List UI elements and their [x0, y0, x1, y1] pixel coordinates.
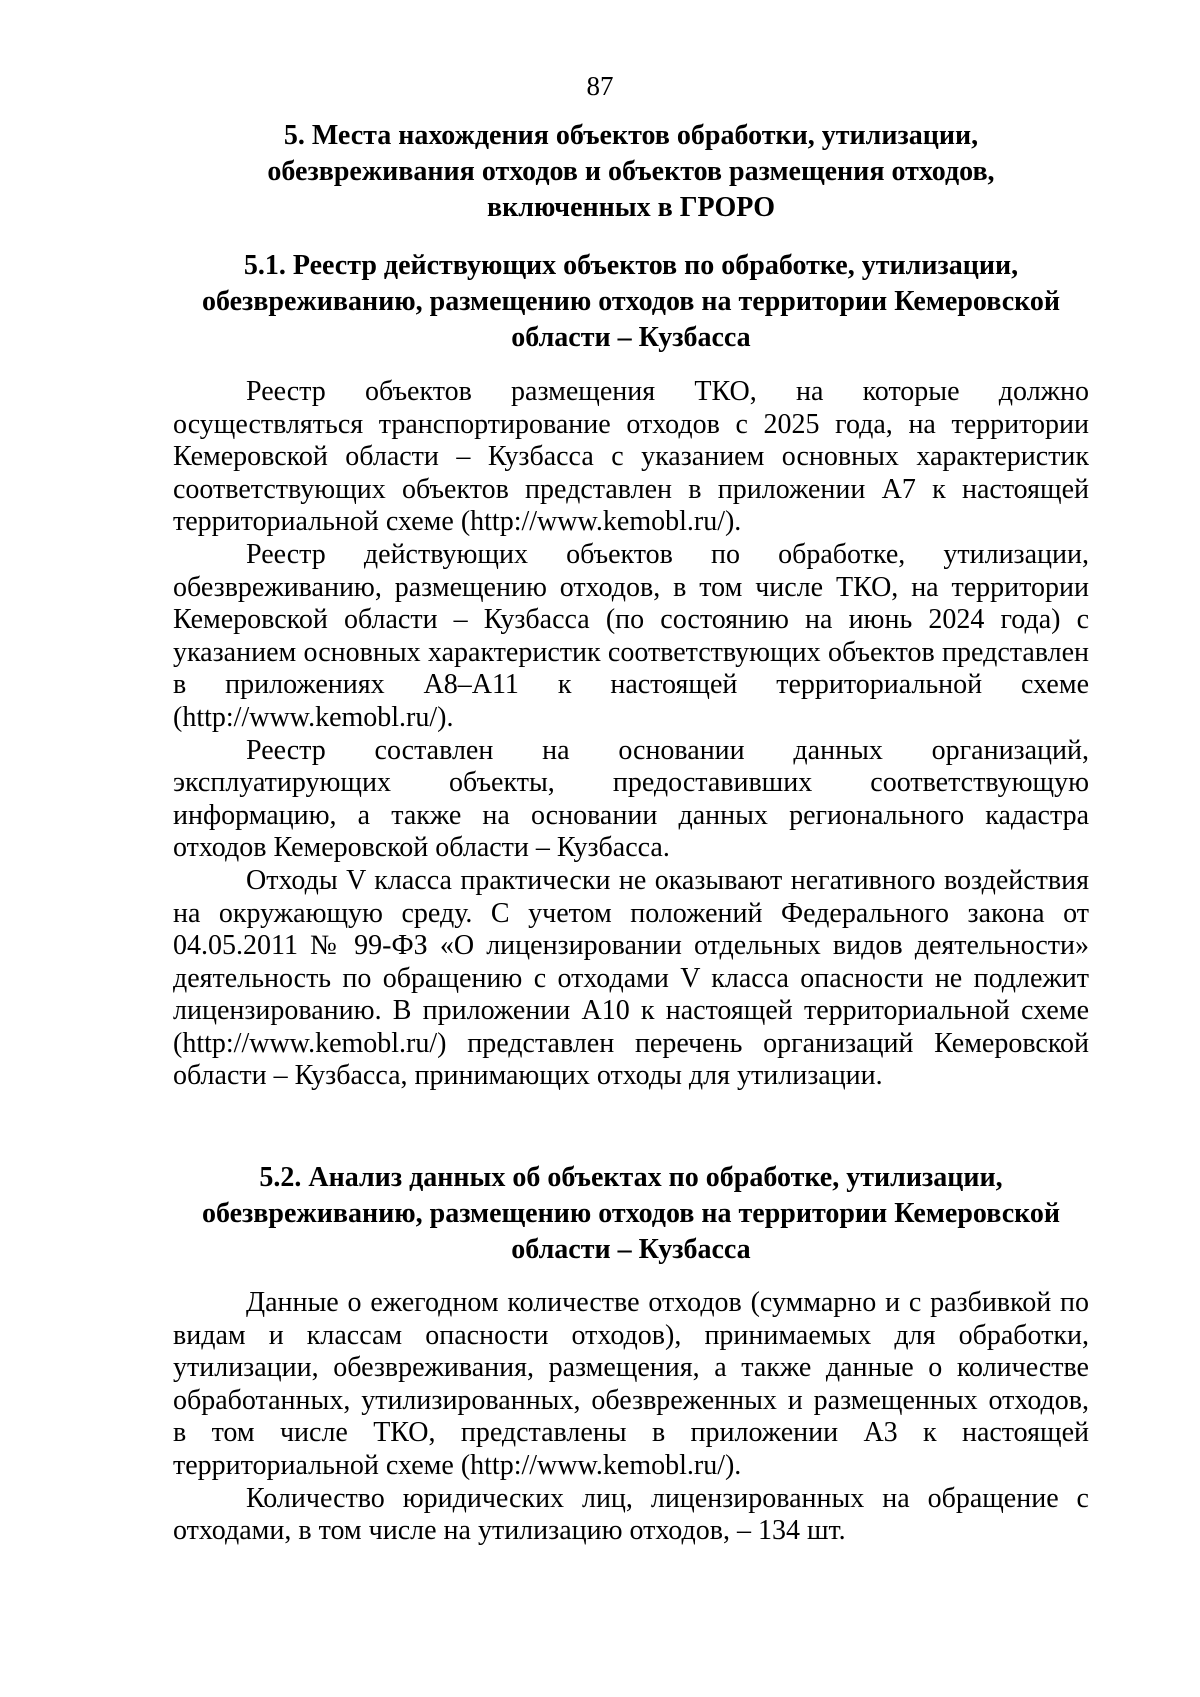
heading-line: обезвреживанию, размещению отходов на территории Кемеровской [201, 286, 1061, 317]
paragraph-annual-waste-data: Данные о ежегодном количестве отходов (суммарно и с разбивкой по видам и классам опасности отходов), принимаемых для обработки, утилизации, обезвреживания, размещения, а также данные о количестве обработанных, утилизированных, обезвреженных и размещенных отходов, в том числе ТКО, представлены в приложении А3 к настоящей территориальной схеме (http://www.kemobl.ru/). [173, 1287, 1089, 1481]
heading-line: области – Кузбасса [511, 1234, 751, 1265]
section-5-1-body [173, 376, 1089, 1093]
heading-line: обезвреживанию, размещению отходов на территории Кемеровской [201, 1198, 1061, 1229]
paragraph-registry-active: Реестр действующих объектов по обработке, утилизации, обезвреживанию, размещению отходов, в том числе ТКО, на территории Кемеровской области – Кузбасса (по состоянию на июнь 2024 года) с указанием основных характеристик соответствующих объектов представлен в приложениях А8–А11 к настоящей территориальной схеме (http://www.kemobl.ru/). [173, 538, 1089, 733]
paragraph-registry-tko: Реестр объектов размещения ТКО, на которые должно осуществляться транспортирование отходов с 2025 года, на территории Кемеровской области – Кузбасса с указанием основных характеристик соответствующих объектов представлен в приложении А7 к настоящей территориальной схеме (http://www.kemobl.ru/). [173, 376, 1089, 538]
section-5-2-heading [173, 1160, 1089, 1268]
paragraph-registry-source: Реестр составлен на основании данных организаций, эксплуатирующих объекты, предоставивших соответствующую информацию, а также на основании данных регионального кадастра отходов Кемеровской области – Кузбасса. [173, 734, 1089, 864]
page-number: 87 [586, 71, 614, 101]
section-5-2-body [173, 1287, 1089, 1548]
section-5-heading [173, 118, 1089, 226]
paragraph-licensed-entities: Количество юридических лиц, лицензированных на обращение с отходами, в том числе на утилизацию отходов, – 134 шт. [173, 1482, 1089, 1547]
paragraph-class-v-waste: Отходы V класса практически не оказывают негативного воздействия на окружающую среду. С учетом положений Федерального закона от 04.05.2011 № 99-ФЗ «О лицензировании отдельных видов деятельности» деятельность по обращению с отходами V класса опасности не подлежит лицензированию. В приложении А10 к настоящей территориальной схеме (http://www.kemobl.ru/) представлен перечень организаций Кемеровской области – Кузбасса, принимающих отходы для утилизации. [173, 864, 1089, 1092]
heading-line: включенных в ГРОРО [486, 192, 775, 223]
heading-line: 5.2. Анализ данных об объектах по обработке, утилизации, [259, 1162, 1003, 1193]
heading-line: области – Кузбасса [511, 322, 751, 353]
heading-line: 5. Места нахождения объектов обработки, утилизации, [283, 120, 979, 151]
heading-line: 5.1. Реестр действующих объектов по обработке, утилизации, [243, 250, 1019, 281]
section-5-1-heading [173, 248, 1089, 356]
heading-line: обезвреживания отходов и объектов размещения отходов, [267, 156, 995, 187]
